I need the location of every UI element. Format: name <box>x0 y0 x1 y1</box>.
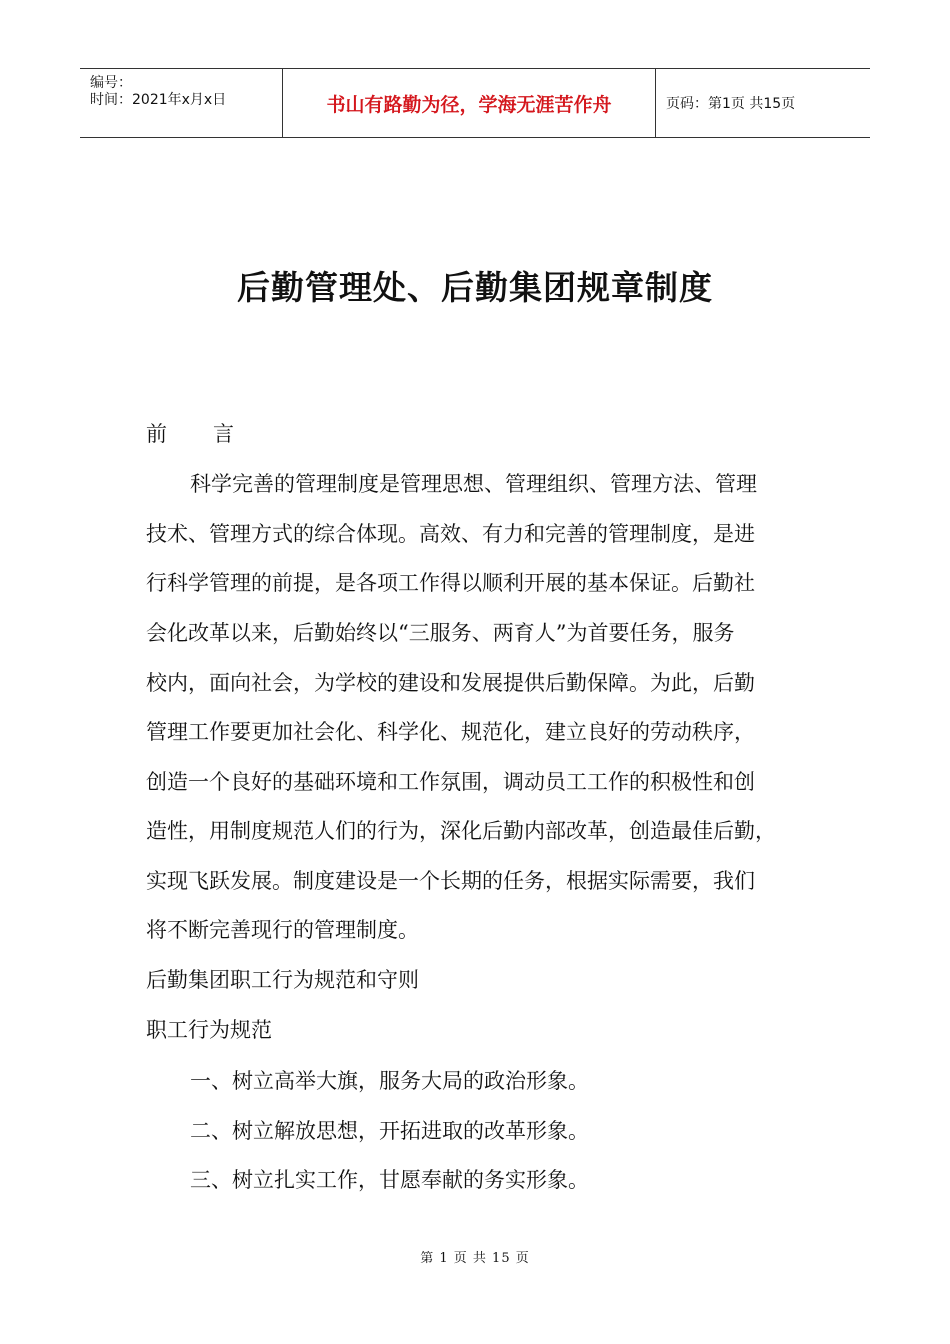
paragraph-line: 实现飞跃发展。制度建设是一个长期的任务，根据实际需要，我们 <box>146 869 755 893</box>
document-header <box>80 68 870 138</box>
list-item: 一、树立高举大旗，服务大局的政治形象。 <box>190 1069 589 1093</box>
list-item: 二、树立解放思想，开拓进取的改革形象。 <box>190 1119 589 1143</box>
paragraph-line: 校内，面向社会，为学校的建设和发展提供后勤保障。为此，后勤 <box>146 671 755 695</box>
paragraph-line: 会化改革以来，后勤始终以“三服务、两育人”为首要任务，服务 <box>146 621 735 645</box>
header-page-info: 页码：第1页 共15页 <box>666 96 796 112</box>
subsection-title: 职工行为规范 <box>146 1018 272 1042</box>
paragraph-line: 造性，用制度规范人们的行为，深化后勤内部改革，创造最佳后勤， <box>146 819 776 843</box>
paragraph-line: 行科学管理的前提，是各项工作得以顺利开展的基本保证。后勤社 <box>146 571 755 595</box>
list-item: 三、树立扎实工作，甘愿奉献的务实形象。 <box>190 1168 589 1192</box>
time-label: 时间：2021年x月x日 <box>90 92 227 108</box>
paragraph-line: 将不断完善现行的管理制度。 <box>146 918 419 942</box>
header-meta <box>80 69 282 137</box>
paragraph-line: 技术、管理方式的综合体现。高效、有力和完善的管理制度，是进 <box>146 522 755 546</box>
paragraph-line: 管理工作要更加社会化、科学化、规范化，建立良好的劳动秩序， <box>146 720 755 744</box>
page-footer: 第 1 页 共 15 页 <box>420 1251 530 1266</box>
paragraph-line: 创造一个良好的基础环境和工作氛围，调动员工工作的积极性和创 <box>146 770 755 794</box>
paragraph-line: 科学完善的管理制度是管理思想、管理组织、管理方法、管理 <box>190 472 757 496</box>
foreword-heading: 前言 <box>146 422 280 446</box>
document-title: 后勤管理处、后勤集团规章制度 <box>237 268 713 307</box>
header-motto: 书山有路勤为径，学海无涯苦作舟 <box>282 69 656 137</box>
section-title: 后勤集团职工行为规范和守则 <box>146 968 419 992</box>
number-label: 编号： <box>90 75 132 91</box>
